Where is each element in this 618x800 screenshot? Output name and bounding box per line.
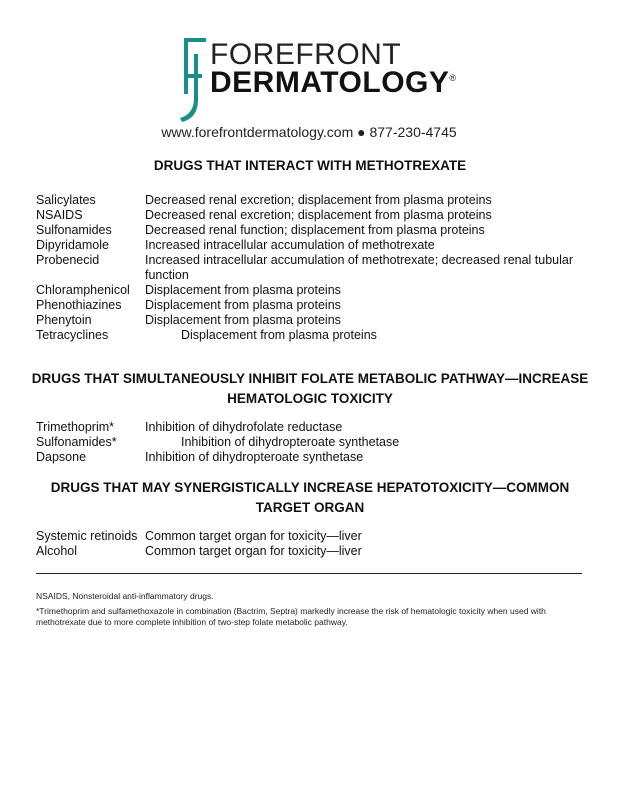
drug-effect: Decreased renal excretion; displacement from plasma proteins [145, 208, 492, 222]
drug-name: Probenecid [36, 253, 100, 267]
table-row [36, 544, 596, 559]
drug-effect: Decreased renal function; displacement from plasma proteins [145, 223, 485, 237]
drug-effect: Displacement from plasma proteins [145, 283, 341, 297]
table-row [36, 435, 596, 450]
drug-name: Phenytoin [36, 313, 92, 327]
table-row [36, 450, 596, 465]
section-title-folate: DRUGS THAT SIMULTANEOUSLY INHIBIT FOLATE METABOLIC PATHWAY—INCREASE HEMATOLOGIC TOXICITY [31, 371, 589, 406]
drug-effect: Common target organ for toxicity—liver [145, 529, 362, 543]
drug-name: Sulfonamides* [36, 435, 117, 449]
forefront-logo [176, 34, 466, 124]
drug-effect: Inhibition of dihydropteroate synthetase [145, 450, 364, 464]
drug-name: Dapsone [36, 450, 87, 464]
fd-monogram-icon [176, 34, 212, 124]
table-row [36, 193, 596, 208]
drug-name: Dipyridamole [36, 238, 109, 252]
logo-line-dermatology: DERMATOLOGY® [210, 66, 457, 99]
section-hepatotoxicity-list [36, 529, 596, 559]
table-row [36, 283, 596, 298]
registered-mark: ® [449, 73, 457, 83]
drug-name: Chloramphenicol [36, 283, 130, 297]
section-folate-list [36, 420, 596, 465]
drug-name: Alcohol [36, 544, 77, 558]
table-row [36, 328, 596, 343]
drug-effect: Displacement from plasma proteins [145, 298, 341, 312]
contact-line: www.forefrontdermatology.com ● 877-230-4745 [161, 124, 457, 140]
table-row [36, 208, 596, 223]
drug-effect: Increased intracellular accumulation of methotrexate; decreased renal tubular function [145, 253, 574, 282]
drug-effect: Displacement from plasma proteins [181, 328, 377, 342]
drug-effect: Displacement from plasma proteins [145, 313, 341, 327]
drug-name: Phenothiazines [36, 298, 122, 312]
footnote-abbreviation: NSAIDS, Nonsteroidal anti-inflammatory drugs. [36, 591, 214, 601]
footnote-divider [36, 573, 582, 574]
drug-effect: Inhibition of dihydrofolate reductase [145, 420, 343, 434]
drug-effect: Increased intracellular accumulation of methotrexate [145, 238, 435, 252]
table-row [36, 313, 596, 328]
drug-name: Tetracyclines [36, 328, 109, 342]
footnote-trimethoprim: *Trimethoprim and sulfamethoxazole in combination (Bactrim, Septra) markedly increase the risk of hematologic toxicity when used with methotrexate due to more complete inhibition of two-step folate metabolic pathway. [36, 606, 546, 627]
logo-line-forefront: FOREFRONT [210, 38, 402, 71]
drug-effect: Inhibition of dihydropteroate synthetase [181, 435, 400, 449]
drug-name: Systemic retinoids [36, 529, 138, 543]
table-row [36, 298, 596, 313]
section-interact-list [36, 193, 596, 343]
drug-name: Sulfonamides [36, 223, 112, 237]
drug-name: Salicylates [36, 193, 96, 207]
table-row [36, 253, 596, 283]
table-row [36, 420, 596, 435]
drug-name: NSAIDS [36, 208, 83, 222]
table-row [36, 529, 596, 544]
section-title-hepatotoxicity: DRUGS THAT MAY SYNERGISTICALLY INCREASE HEPATOTOXICITY—COMMON TARGET ORGAN [50, 480, 570, 515]
table-row [36, 238, 596, 253]
drug-effect: Decreased renal excretion; displacement from plasma proteins [145, 193, 492, 207]
section-title-interact: DRUGS THAT INTERACT WITH METHOTREXATE [153, 158, 467, 173]
footnotes [36, 591, 586, 628]
drug-name: Trimethoprim* [36, 420, 115, 434]
drug-effect: Common target organ for toxicity—liver [145, 544, 362, 558]
table-row [36, 223, 596, 238]
